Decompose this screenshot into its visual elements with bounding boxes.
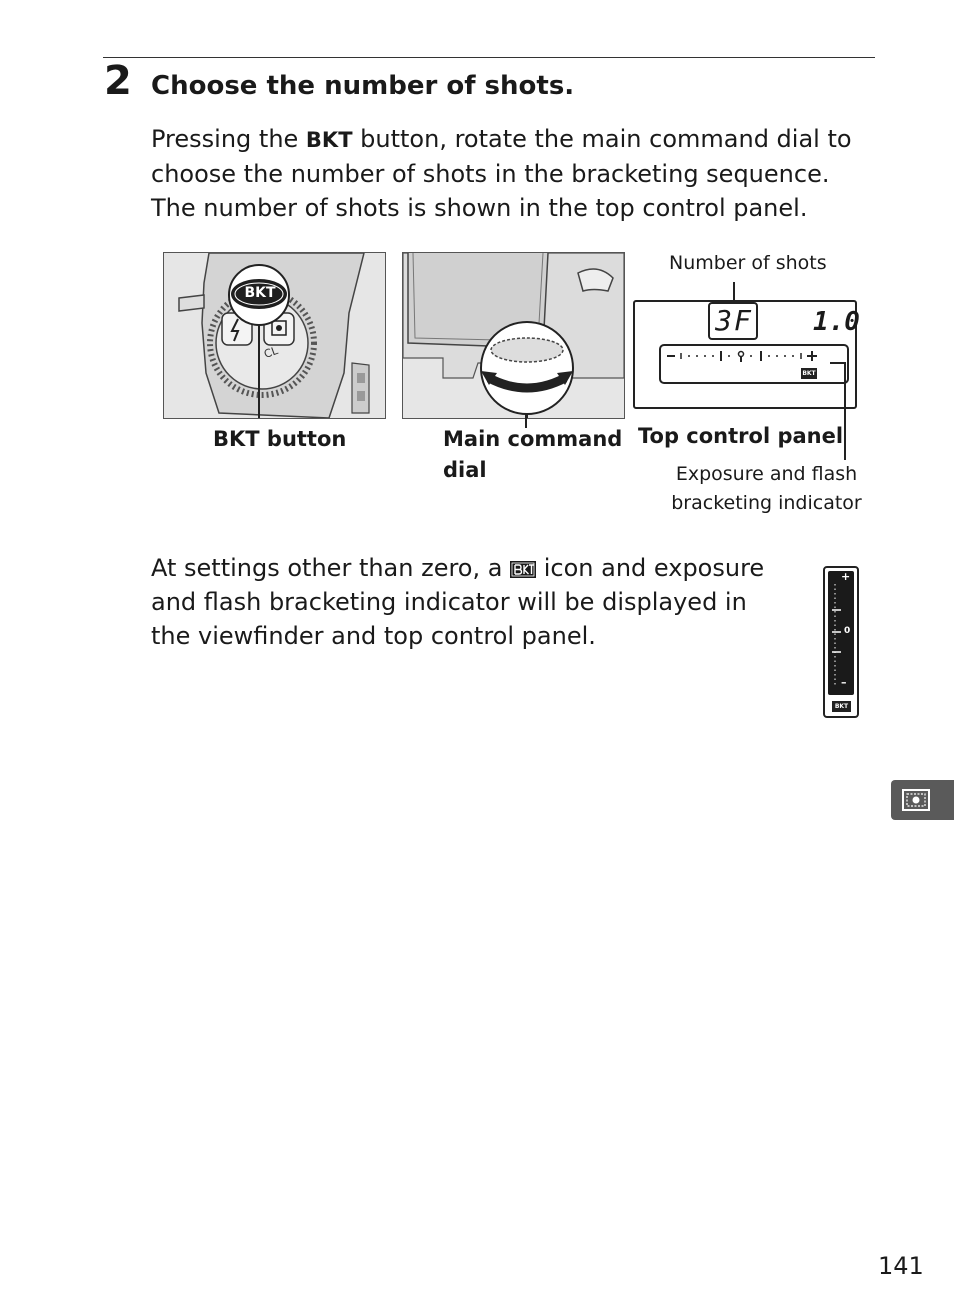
metering-icon: [901, 788, 931, 812]
top-rule: [103, 57, 875, 58]
step-number: 2: [104, 58, 132, 104]
chapter-tab[interactable]: [891, 780, 954, 820]
viewfinder-minus: –: [841, 676, 847, 689]
panel-bkt-icon: BKT: [802, 370, 816, 377]
main-command-dial-caption: Main command dial: [443, 427, 623, 482]
intro-paragraph: [151, 122, 871, 225]
note-after: icon and exposure and flash bracketing indicator will be displayed in the viewfinder and top control panel.: [151, 554, 765, 650]
viewfinder-bkt-icon: BKT: [832, 701, 851, 712]
intro-after: button, rotate the main command dial to choose the number of shots in the bracketing sequence. The number of shots is shown in the top control panel.: [151, 125, 852, 222]
step-title: Choose the number of shots.: [151, 71, 575, 101]
shots-leader-line: [733, 282, 735, 302]
vertical-scale-icon: [825, 568, 857, 716]
viewfinder-zero: 0: [844, 626, 851, 636]
number-of-shots-caption: Number of shots: [669, 252, 827, 274]
camera-body-left-art: [164, 253, 385, 418]
top-control-panel-caption: Top control panel: [638, 424, 844, 448]
bracketing-indicator-bar: [659, 344, 849, 384]
indicator-leader-v: [844, 362, 846, 460]
shots-value: 3F: [715, 304, 753, 337]
camera-body-right-art: [403, 253, 624, 418]
main-command-dial-illustration: [402, 252, 625, 419]
note-paragraph: [151, 551, 791, 653]
exposure-scale-icon: [661, 346, 847, 382]
ev-value: 1.0: [813, 307, 860, 337]
top-control-panel-illustration: [633, 300, 860, 409]
note-before: At settings other than zero, a: [151, 554, 511, 582]
viewfinder-plus: +: [841, 570, 851, 583]
bracketing-indicator-caption: Exposure and flash bracketing indicator: [671, 463, 862, 514]
bkt-icon: [510, 561, 536, 578]
clr-label: CL: [262, 344, 280, 361]
bkt-button-label: BKT: [244, 285, 276, 301]
page-number: 141: [878, 1252, 924, 1280]
bkt-button-illustration: [163, 252, 386, 419]
viewfinder-indicator: [823, 566, 859, 718]
bkt-button-caption: BKT button: [213, 427, 347, 451]
bkt-keyword: BKT: [305, 128, 353, 152]
intro-before: Pressing the: [151, 125, 306, 153]
